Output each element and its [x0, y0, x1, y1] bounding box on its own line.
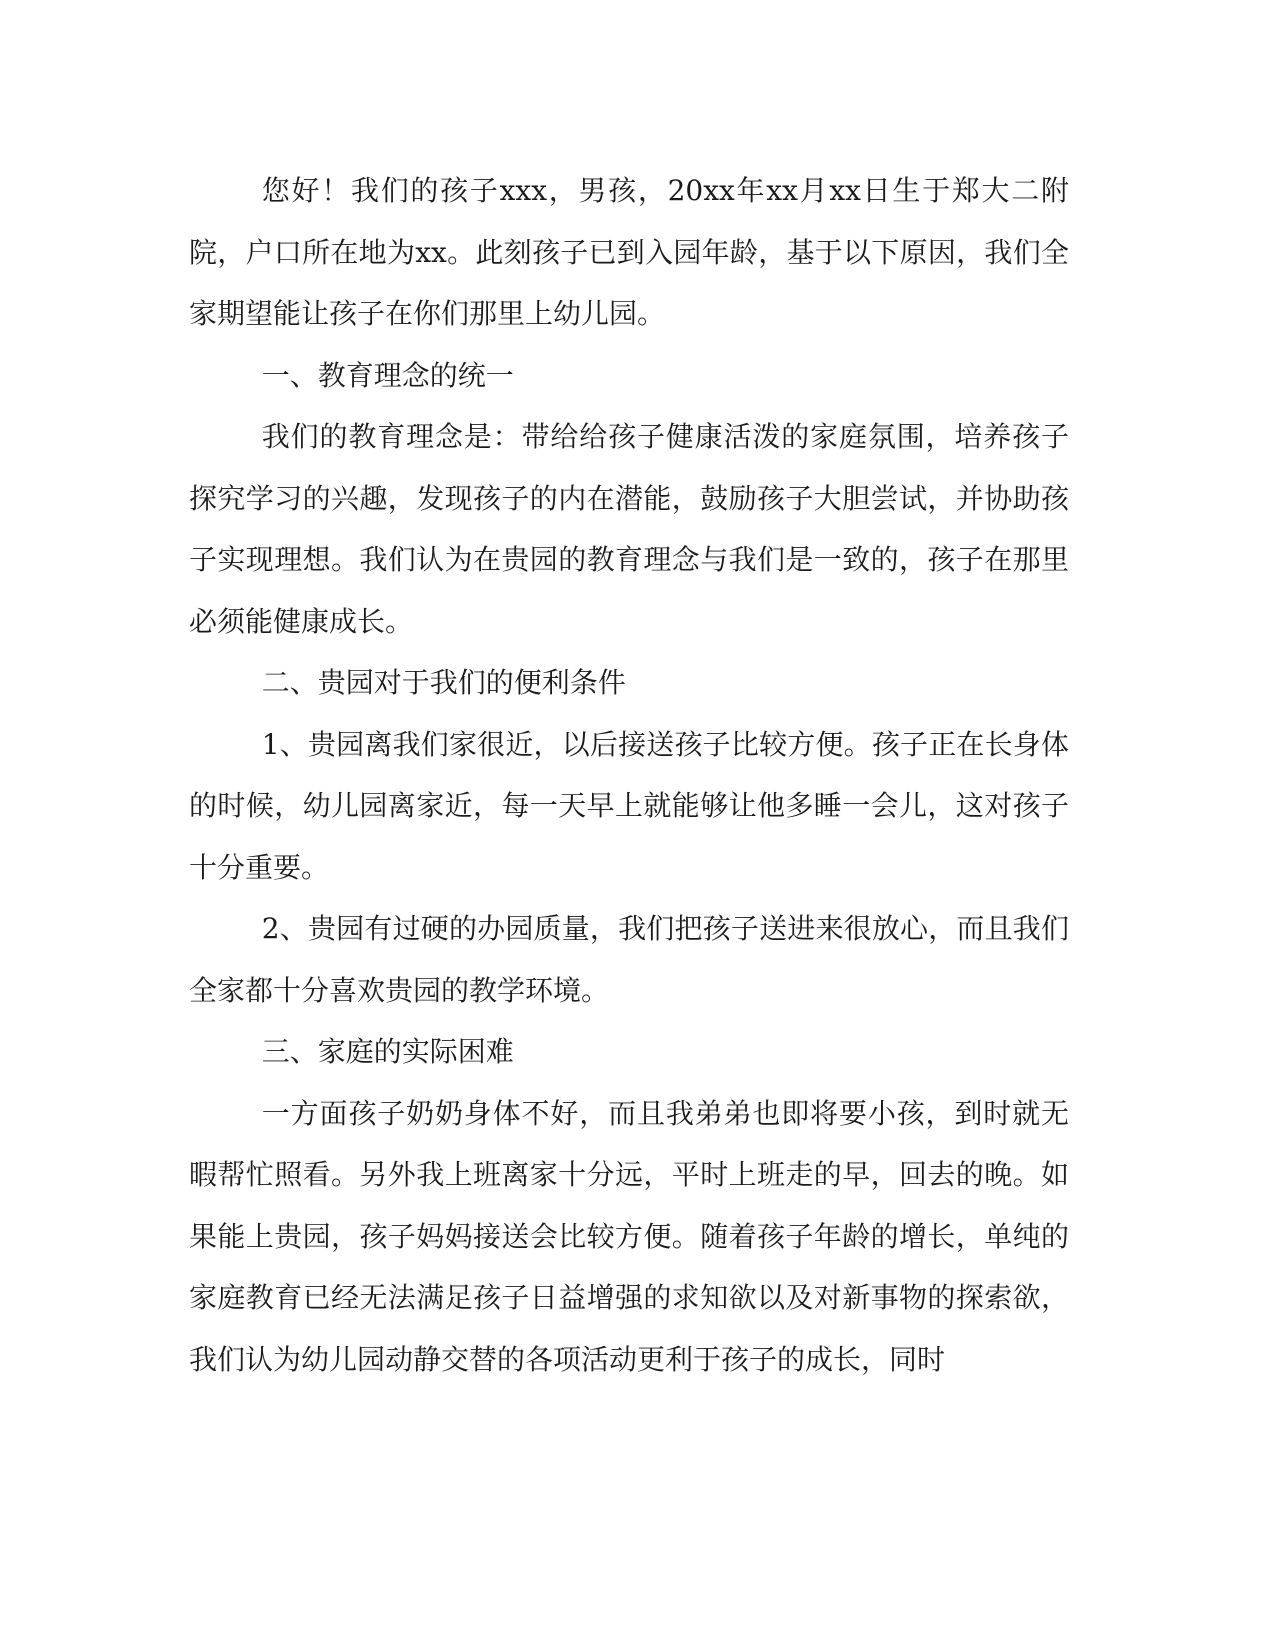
section-heading-convenience: 二、贵园对于我们的便利条件: [261, 666, 626, 699]
intro-paragraph: 您好！我们的孩子xxx，男孩，20xx年xx月xx日生于郑大二附院，户口所在地为xx。此刻孩子已到入园年龄，基于以下原因，我们全家期望能让孩子在你们那里上幼儿园。: [189, 174, 1069, 330]
family-difficulties-paragraph: 一方面孩子奶奶身体不好，而且我弟弟也即将要小孩，到时就无暇帮忙照看。另外我上班离家十分远，平时上班走的早，回去的晚。如果能上贵园，孩子妈妈接送会比较方便。随着孩子年龄的增长，单纯的家庭教育已经无法满足孩子日益增强的求知欲以及对新事物的探索欲，我们认为幼儿园动静交替的各项活动更利于孩子的成长，同时: [189, 1096, 1069, 1376]
section-heading-education-philosophy: 一、教育理念的统一: [261, 358, 514, 392]
education-philosophy-paragraph: 我们的教育理念是：带给给孩子健康活泼的家庭氛围，培养孩子探究学习的兴趣，发现孩子的内在潜能，鼓励孩子大胆尝试，并协助孩子实现理想。我们认为在贵园的教育理念与我们是一致的，孩子在那里必须能健康成长。: [189, 420, 1069, 638]
section-heading-family-difficulties: 三、家庭的实际困难: [261, 1035, 514, 1068]
convenience-item-2: 2、贵园有过硬的办园质量，我们把孩子送进来很放心，而且我们全家都十分喜欢贵园的教学环境。: [189, 912, 1069, 1007]
convenience-item-1: 1、贵园离我们家很近，以后接送孩子比较方便。孩子正在长身体的时候，幼儿园离家近，每一天早上就能够让他多睡一会儿，这对孩子十分重要。: [189, 727, 1069, 884]
document-body: [189, 160, 1069, 1390]
